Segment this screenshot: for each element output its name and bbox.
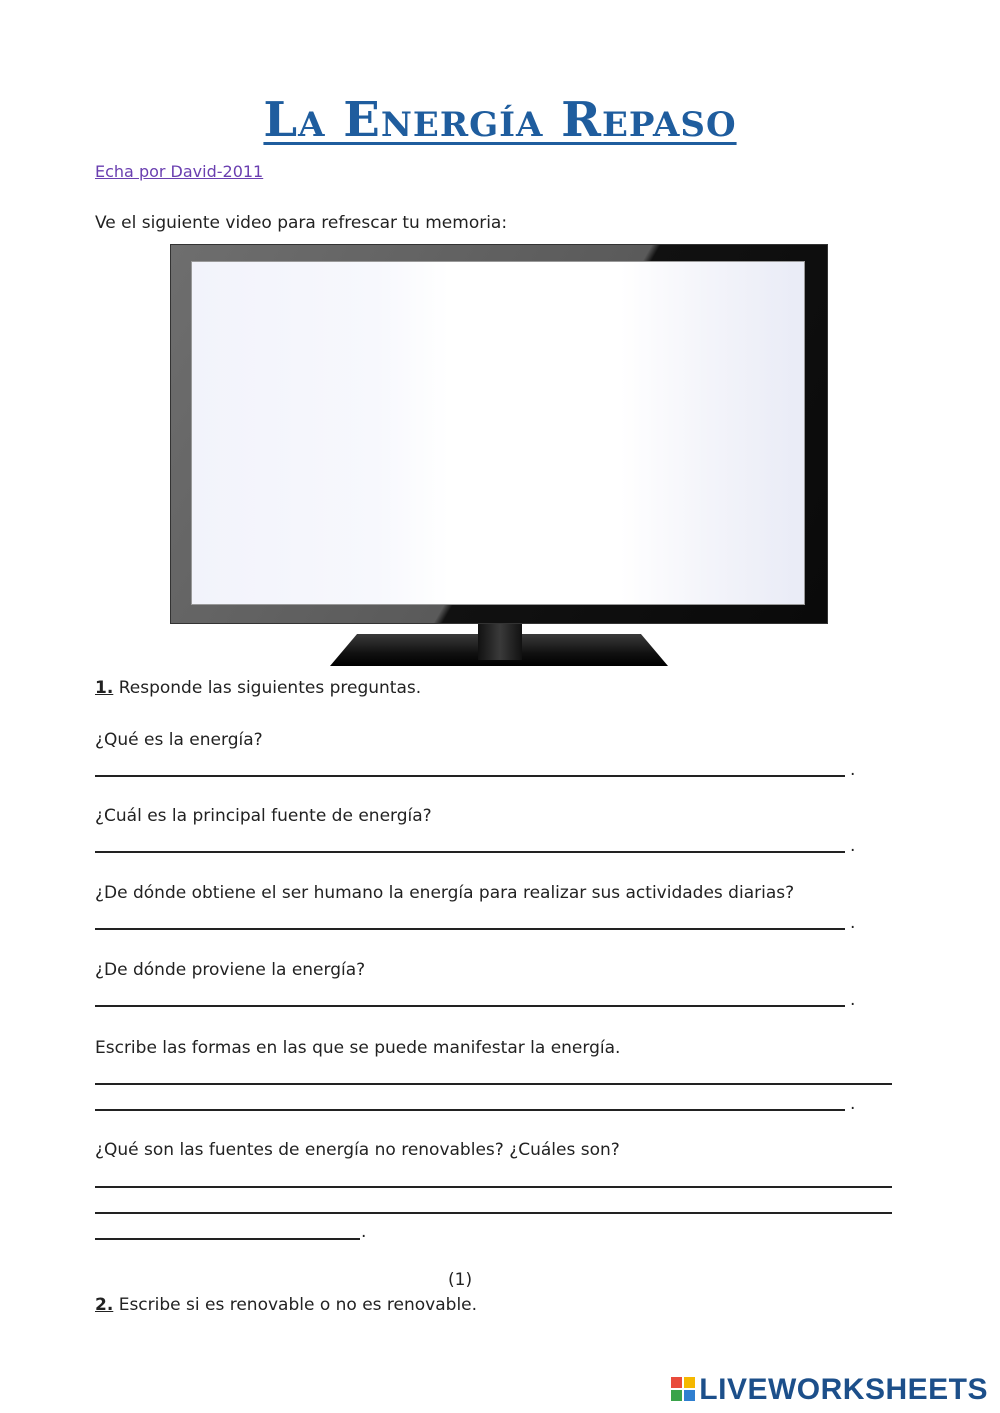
question-1: ¿Qué es la energía?	[95, 730, 263, 750]
answer-line-3[interactable]	[95, 928, 845, 930]
answer-line-1[interactable]	[95, 775, 845, 777]
section-1-heading	[95, 678, 421, 698]
answer-line-5a[interactable]	[95, 1083, 892, 1085]
section-1-instruction: Responde las siguientes preguntas.	[118, 678, 422, 698]
page-number: (1)	[448, 1270, 473, 1290]
liveworksheets-brand: LIVEWORKSHEETS	[699, 1373, 988, 1406]
tv-stand-neck	[478, 622, 522, 660]
line-end-6: .	[361, 1222, 367, 1242]
answer-line-6c[interactable]	[95, 1238, 360, 1240]
answer-line-2[interactable]	[95, 851, 845, 853]
answer-line-4[interactable]	[95, 1005, 845, 1007]
section-1-number: 1.	[95, 678, 114, 698]
section-2-instruction: Escribe si es renovable o no es renovable.	[118, 1295, 478, 1315]
liveworksheets-logo[interactable]	[671, 1373, 988, 1407]
answer-line-6a[interactable]	[95, 1186, 892, 1188]
answer-line-5b[interactable]	[95, 1109, 845, 1111]
line-end-1: .	[850, 760, 856, 780]
video-intro: Ve el siguiente video para refrescar tu memoria:	[95, 213, 508, 233]
section-2-number: 2.	[95, 1295, 114, 1315]
line-end-3: .	[850, 913, 856, 933]
line-end-4: .	[850, 990, 856, 1010]
question-3: ¿De dónde obtiene el ser humano la energía para realizar sus actividades diarias?	[95, 883, 795, 903]
author-link[interactable]: Echa por David-2011	[95, 162, 264, 181]
liveworksheets-logo-icon	[671, 1377, 695, 1401]
page-title: La Energía Repaso	[263, 92, 737, 148]
question-6: ¿Qué son las fuentes de energía no renovables? ¿Cuáles son?	[95, 1140, 620, 1160]
question-5: Escribe las formas en las que se puede manifestar la energía.	[95, 1038, 621, 1058]
question-4: ¿De dónde proviene la energía?	[95, 960, 366, 980]
line-end-2: .	[850, 836, 856, 856]
video-player[interactable]	[191, 261, 805, 605]
section-2-heading	[95, 1295, 477, 1315]
question-2: ¿Cuál es la principal fuente de energía?	[95, 806, 432, 826]
answer-line-6b[interactable]	[95, 1212, 892, 1214]
line-end-5: .	[850, 1094, 856, 1114]
